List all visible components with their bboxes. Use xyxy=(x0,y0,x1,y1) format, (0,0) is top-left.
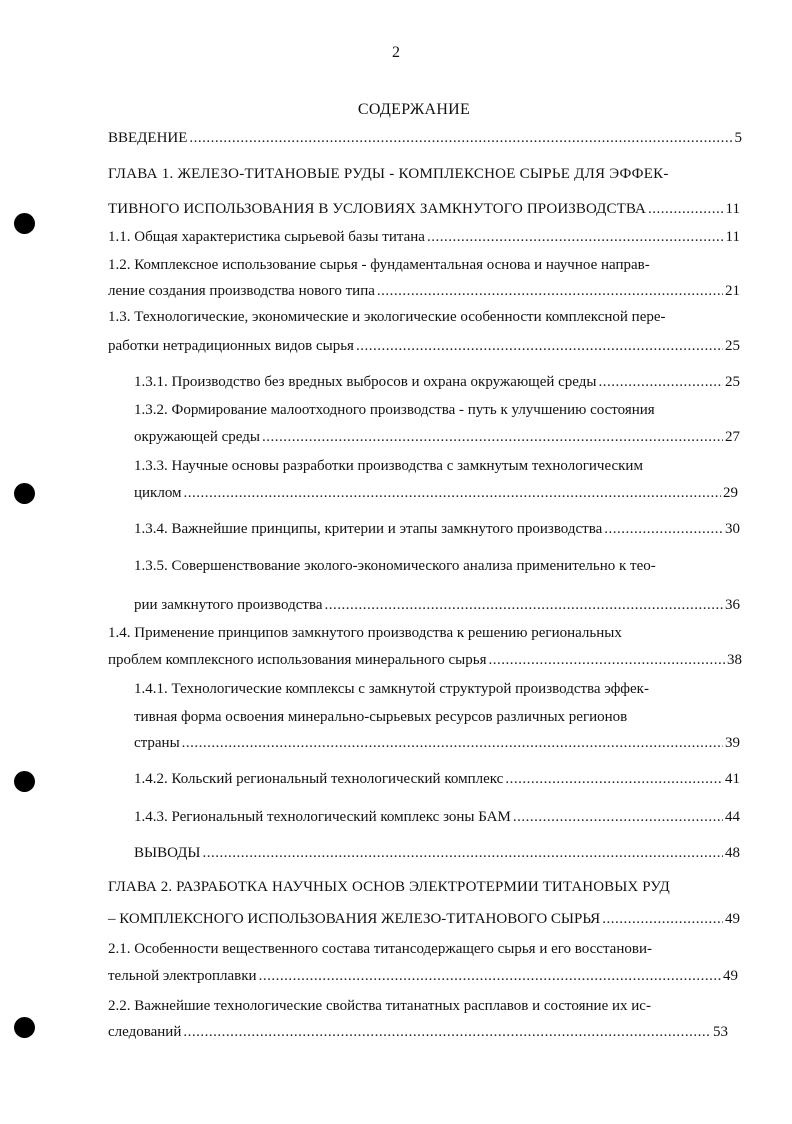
toc-page-number: 48 xyxy=(725,845,740,861)
leader-dots xyxy=(427,227,724,247)
toc-entry-text: проблем комплексного использования минерального сырья xyxy=(108,652,487,668)
leader-dots xyxy=(598,372,723,392)
toc-entry-2-1[interactable] xyxy=(108,966,738,986)
toc-entry-1-4-1-line[interactable]: тивная форма освоения минерально-сырьевых ресурсов различных регионов xyxy=(134,709,628,725)
toc-entry-1-1[interactable] xyxy=(108,227,740,247)
leader-dots xyxy=(184,483,721,503)
toc-entry-1-3-4[interactable] xyxy=(134,519,740,539)
toc-entry-1-4-1[interactable] xyxy=(134,733,740,753)
punch-hole xyxy=(14,213,35,234)
toc-entry-text: 1.1. Общая характеристика сырьевой базы титана xyxy=(108,229,425,245)
leader-dots xyxy=(325,595,724,615)
leader-dots xyxy=(505,769,723,789)
toc-entry-1-3-5-line[interactable]: 1.3.5. Совершенствование эколого-экономического анализа применительно к тео- xyxy=(134,558,656,574)
leader-dots xyxy=(182,733,723,753)
leader-dots xyxy=(203,843,724,863)
toc-page-number: 5 xyxy=(734,130,742,146)
toc-entry-text: 1.4.3. Региональный технологический комплекс зоны БАМ xyxy=(134,809,511,825)
toc-page-number: 11 xyxy=(725,229,740,245)
punch-hole xyxy=(14,483,35,504)
toc-entry-intro[interactable] xyxy=(108,128,742,148)
toc-entry-1-4-1-line[interactable]: 1.4.1. Технологические комплексы с замкнутой структурой производства эффек- xyxy=(134,681,649,697)
toc-entry-text: 1.3.4. Важнейшие принципы, критерии и этапы замкнутого производства xyxy=(134,521,603,537)
toc-chapter-2-line[interactable]: ГЛАВА 2. РАЗРАБОТКА НАУЧНЫХ ОСНОВ ЭЛЕКТРОТЕРМИИ ТИТАНОВЫХ РУД xyxy=(108,879,670,895)
leader-dots xyxy=(262,427,723,447)
leader-dots xyxy=(513,807,723,827)
toc-entry-1-3-5[interactable] xyxy=(134,595,740,615)
leader-dots xyxy=(604,519,723,539)
toc-entry-1-3-3[interactable] xyxy=(134,483,738,503)
toc-page-number: 30 xyxy=(725,521,740,537)
toc-entry-1-2[interactable] xyxy=(108,281,740,301)
toc-entry-text: рии замкнутого производства xyxy=(134,597,323,613)
toc-entry-1-4[interactable] xyxy=(108,650,742,670)
toc-entry-2-1-line[interactable]: 2.1. Особенности вещественного состава титансодержащего сырья и его восстанови- xyxy=(108,941,652,957)
leader-dots xyxy=(259,966,721,986)
toc-entry-1-3-2[interactable] xyxy=(134,427,740,447)
toc-entry-text: циклом xyxy=(134,485,182,501)
toc-page-number: 44 xyxy=(725,809,740,825)
toc-entry-1-3-1[interactable] xyxy=(134,372,740,392)
toc-page-number: 21 xyxy=(725,283,740,299)
leader-dots xyxy=(488,650,725,670)
toc-entry-1-4-3[interactable] xyxy=(134,807,740,827)
toc-entry-1-4-line[interactable]: 1.4. Применение принципов замкнутого производства к решению региональных xyxy=(108,625,622,641)
toc-entry-2-2[interactable] xyxy=(108,1022,728,1042)
toc-page-number: 25 xyxy=(725,374,740,390)
leader-dots xyxy=(189,128,732,148)
toc-chapter-1-line[interactable]: ГЛАВА 1. ЖЕЛЕЗО-ТИТАНОВЫЕ РУДЫ - КОМПЛЕКСНОЕ СЫРЬЕ ДЛЯ ЭФФЕК- xyxy=(108,166,669,182)
toc-entry-text: следований xyxy=(108,1024,182,1040)
leader-dots xyxy=(648,199,724,219)
toc-entry-text: окружающей среды xyxy=(134,429,260,445)
page-number: 2 xyxy=(392,44,400,61)
toc-entry-1-3[interactable] xyxy=(108,336,740,356)
toc-page-number: 29 xyxy=(723,485,738,501)
toc-page-number: 53 xyxy=(713,1024,728,1040)
page-title: СОДЕРЖАНИЕ xyxy=(357,101,471,118)
toc-entry-chapter-1[interactable] xyxy=(108,199,740,219)
toc-entry-text: тельной электроплавки xyxy=(108,968,257,984)
leader-dots xyxy=(602,909,723,929)
toc-page-number: 41 xyxy=(725,771,740,787)
toc-entry-1-2-line[interactable]: 1.2. Комплексное использование сырья - фундаментальная основа и научное направ- xyxy=(108,257,650,273)
toc-entry-1-3-line[interactable]: 1.3. Технологические, экономические и экологические особенности комплексной пере- xyxy=(108,309,666,325)
toc-page-number: 49 xyxy=(725,911,740,927)
toc-entry-1-3-3-line[interactable]: 1.3.3. Научные основы разработки производства с замкнутым технологическим xyxy=(134,458,643,474)
toc-entry-text: ВВЕДЕНИЕ xyxy=(108,130,188,146)
punch-hole xyxy=(14,771,35,792)
toc-entry-text: 1.3.1. Производство без вредных выбросов и охрана окружающей среды xyxy=(134,374,597,390)
toc-entry-text: работки нетрадиционных видов сырья xyxy=(108,338,354,354)
toc-entry-chapter-2[interactable] xyxy=(108,909,740,929)
toc-page-number: 11 xyxy=(725,201,740,217)
toc-entry-2-2-line[interactable]: 2.2. Важнейшие технологические свойства титанатных расплавов и состояние их ис- xyxy=(108,998,651,1014)
toc-entry-1-3-2-line[interactable]: 1.3.2. Формирование малоотходного производства - путь к улучшению состояния xyxy=(134,402,655,418)
leader-dots xyxy=(377,281,723,301)
toc-entry-1-4-2[interactable] xyxy=(134,769,740,789)
toc-entry-text: 1.4.2. Кольский региональный технологический комплекс xyxy=(134,771,504,787)
leader-dots xyxy=(183,1022,711,1042)
toc-entry-conclusions[interactable] xyxy=(134,843,740,863)
toc-page-number: 27 xyxy=(725,429,740,445)
leader-dots xyxy=(356,336,723,356)
toc-page-number: 49 xyxy=(723,968,738,984)
toc-entry-text: ТИВНОГО ИСПОЛЬЗОВАНИЯ В УСЛОВИЯХ ЗАМКНУТОГО ПРОИЗВОДСТВА xyxy=(108,201,646,217)
toc-entry-text: страны xyxy=(134,735,180,751)
toc-entry-text: ление создания производства нового типа xyxy=(108,283,375,299)
toc-page-number: 38 xyxy=(727,652,742,668)
toc-page-number: 36 xyxy=(725,597,740,613)
toc-entry-text: ВЫВОДЫ xyxy=(134,845,201,861)
toc-page-number: 39 xyxy=(725,735,740,751)
punch-hole xyxy=(14,1017,35,1038)
toc-page-number: 25 xyxy=(725,338,740,354)
toc-entry-text: – КОМПЛЕКСНОГО ИСПОЛЬЗОВАНИЯ ЖЕЛЕЗО-ТИТАНОВОГО СЫРЬЯ xyxy=(108,911,601,927)
